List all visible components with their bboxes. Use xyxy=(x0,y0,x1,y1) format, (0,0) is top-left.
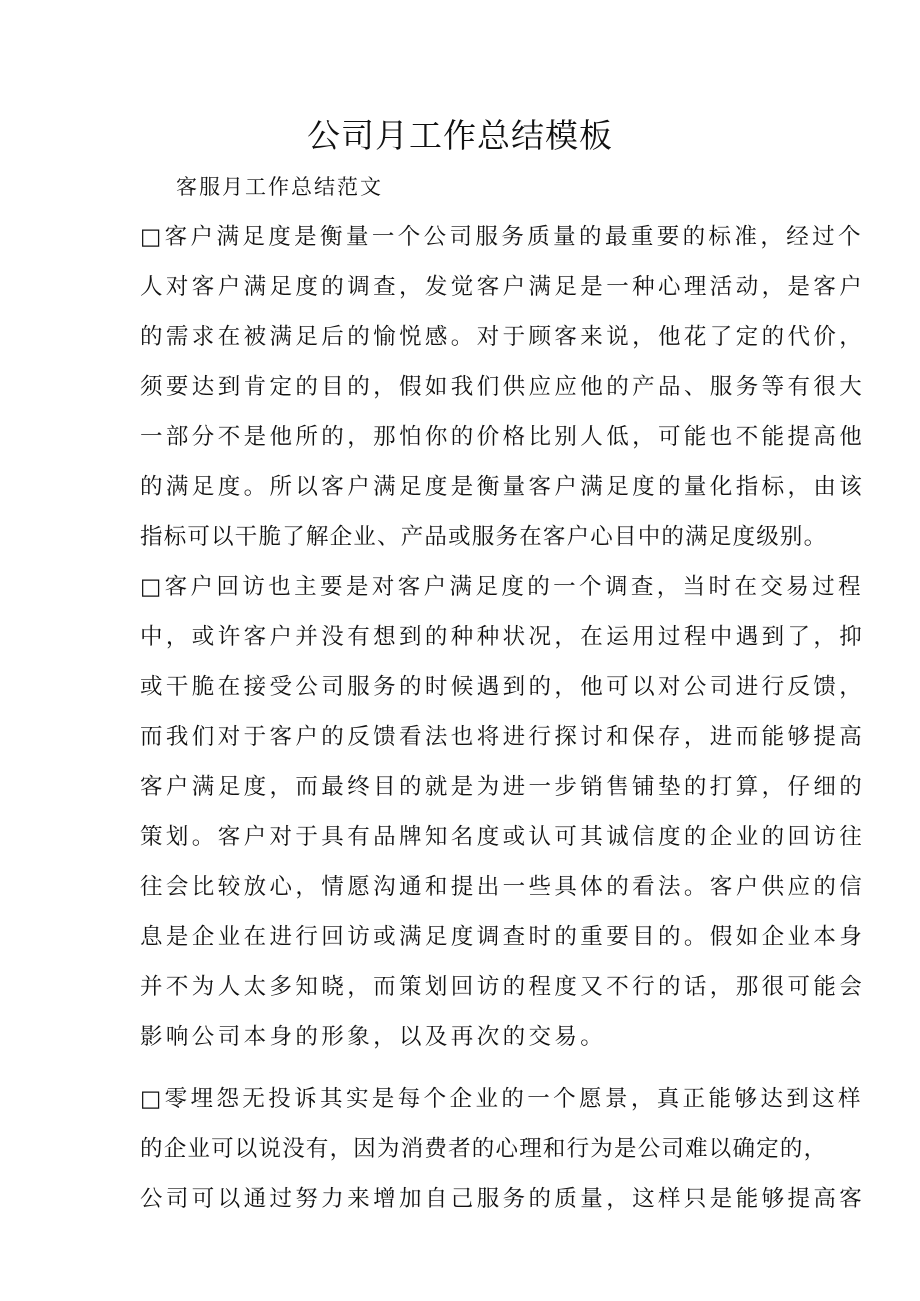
text-line: 的企业可以说没有，因为消费者的心理和行为是公司难以确定的， xyxy=(140,1136,828,1162)
text-line: 并不为人太多知晓，而策划回访的程度又不行的话，那很可能会 xyxy=(140,974,866,1000)
text-line: □客户回访也主要是对客户满足度的一个调查，当时在交易过程 xyxy=(140,574,864,600)
text-line: 而我们对于客户的反馈看法也将进行探讨和保存，进而能够提高 xyxy=(140,724,866,750)
paragraph-customer-callback xyxy=(140,568,866,1068)
text-line: 影响公司本身的形象，以及再次的交易。 xyxy=(140,1024,607,1050)
text-line: 的需求在被满足后的愉悦感。对于顾客来说，他花了定的代价， xyxy=(140,324,866,350)
paragraph-zero-complaints xyxy=(140,1080,866,1230)
paragraph-customer-satisfaction xyxy=(140,218,866,568)
text-line: 或干脆在接受公司服务的时候遇到的，他可以对公司进行反馈， xyxy=(140,674,866,700)
text-line: 人对客户满足度的调查，发觉客户满足是一种心理活动，是客户 xyxy=(140,274,866,300)
text-line: 公司可以通过努力来增加自己服务的质量，这样只是能够提高客 xyxy=(140,1186,866,1212)
text-line: □客户满足度是衡量一个公司服务质量的最重要的标准，经过个 xyxy=(140,224,864,250)
text-line: 的满足度。所以客户满足度是衡量客户满足度的量化指标，由该 xyxy=(140,474,866,500)
text-line: 客户满足度，而最终目的就是为进一步销售铺垫的打算，仔细的 xyxy=(140,774,866,800)
text-line: 息是企业在进行回访或满足度调查时的重要目的。假如企业本身 xyxy=(140,924,866,950)
text-line: 策划。客户对于具有品牌知名度或认可其诚信度的企业的回访往 xyxy=(140,824,866,850)
text-line: 往会比较放心，情愿沟通和提出一些具体的看法。客户供应的信 xyxy=(140,874,866,900)
document-body xyxy=(140,218,866,1230)
text-line: 一部分不是他所的，那怕你的价格比别人低，可能也不能提高他 xyxy=(140,424,866,450)
text-line: 须要达到肯定的目的，假如我们供应应他的产品、服务等有很大 xyxy=(140,374,866,400)
paragraph-gap xyxy=(140,1068,785,1080)
document-title: 公司月工作总结模板 xyxy=(307,116,613,155)
document-subtitle: 客服月工作总结范文 xyxy=(176,175,383,199)
text-line: 中，或许客户并没有想到的种种状况，在运用过程中遇到了，抑 xyxy=(140,624,866,650)
text-line: 指标可以干脆了解企业、产品或服务在客户心目中的满足度级别。 xyxy=(140,524,828,550)
text-line: □零埋怨无投诉其实是每个企业的一个愿景，真正能够达到这样 xyxy=(140,1086,864,1112)
